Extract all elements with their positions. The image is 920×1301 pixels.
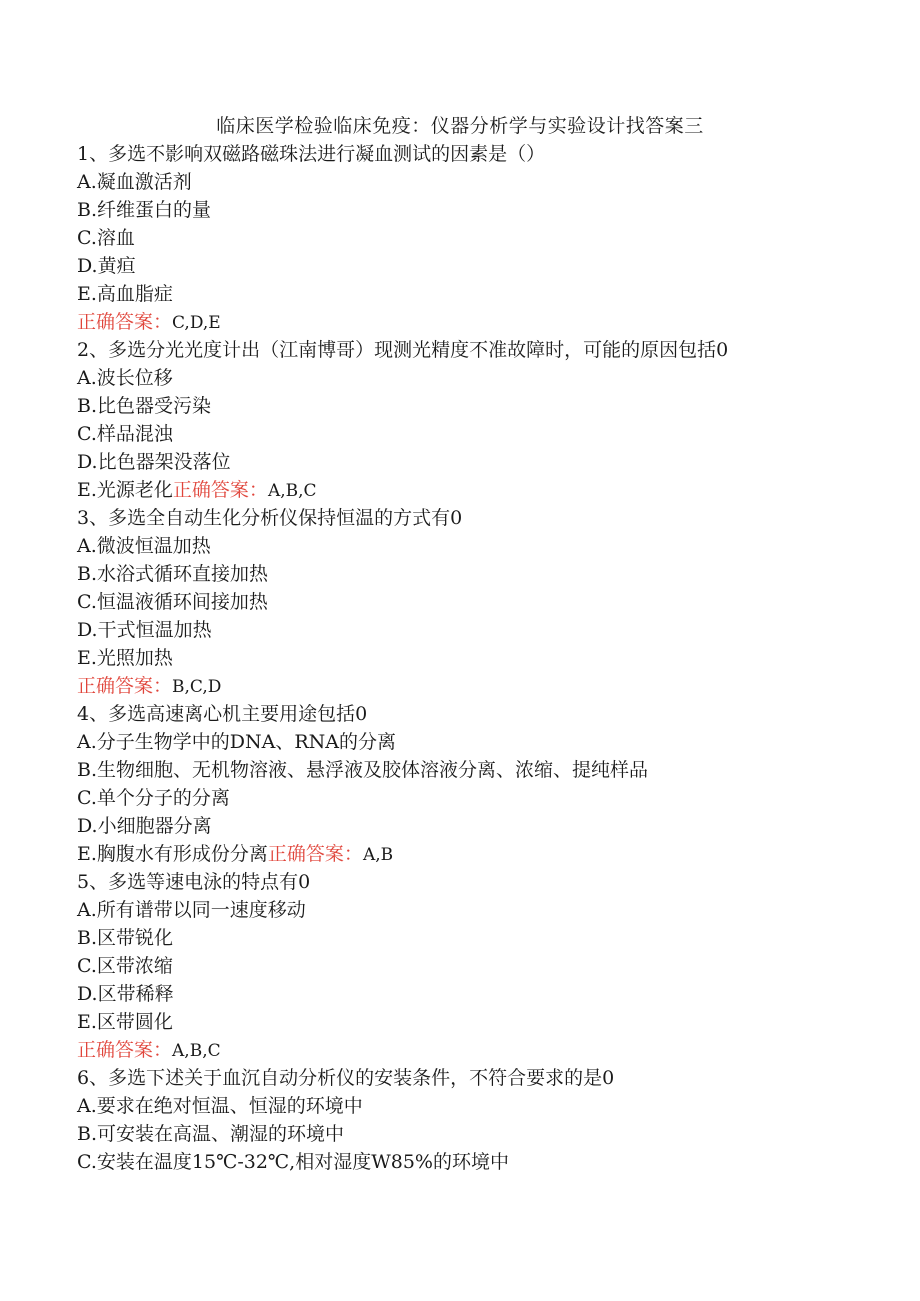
answer-label: 正确答案： bbox=[77, 1039, 173, 1061]
answer-line bbox=[77, 1036, 877, 1064]
answer-label: 正确答案： bbox=[77, 311, 173, 333]
question-stem: 3、多选全自动生化分析仪保持恒温的方式有0 bbox=[77, 507, 463, 529]
option-b: B.比色器受污染 bbox=[77, 395, 212, 417]
option-b: B.纤维蛋白的量 bbox=[77, 199, 212, 221]
option-e: E.区带圆化 bbox=[77, 1011, 173, 1033]
option-a: A.分子生物学中的DNA、RNA的分离 bbox=[77, 731, 396, 753]
answer-label: 正确答案： bbox=[267, 843, 363, 865]
option-c: C.单个分子的分离 bbox=[77, 787, 230, 809]
option-c: C.样品混浊 bbox=[77, 423, 173, 445]
option-d: D.比色器架没落位 bbox=[77, 451, 231, 473]
answer-value: B,C,D bbox=[172, 677, 222, 697]
option-c: C.恒温液循环间接加热 bbox=[77, 591, 268, 613]
option-d: D.小细胞器分离 bbox=[77, 815, 212, 837]
option-e: E.高血脂症 bbox=[77, 283, 173, 305]
answer-line bbox=[77, 308, 877, 336]
option-d: D.区带稀释 bbox=[77, 983, 174, 1005]
answer-line bbox=[77, 672, 877, 700]
answer-label: 正确答案： bbox=[77, 675, 173, 697]
option-e-with-answer bbox=[77, 476, 877, 504]
option-a: A.所有谱带以同一速度移动 bbox=[77, 899, 306, 921]
answer-value: A,B bbox=[362, 845, 394, 865]
question-stem: 6、多选下述关于血沉自动分析仪的安装条件，不符合要求的是0 bbox=[77, 1067, 615, 1089]
option-b: B.生物细胞、无机物溶液、悬浮液及胶体溶液分离、浓缩、提纯样品 bbox=[77, 759, 649, 781]
question-stem: 4、多选高速离心机主要用途包括0 bbox=[77, 703, 368, 725]
answer-value: A,B,C bbox=[267, 481, 317, 501]
option-a: A.波长位移 bbox=[77, 367, 173, 389]
option-c: C.区带浓缩 bbox=[77, 955, 173, 977]
option-b: B.可安装在高温、潮湿的环境中 bbox=[77, 1123, 345, 1145]
question-list bbox=[77, 140, 877, 1176]
option-e: E.光照加热 bbox=[77, 647, 173, 669]
option-a: A.凝血激活剂 bbox=[77, 171, 192, 193]
option-e-with-answer bbox=[77, 840, 877, 868]
question-stem: 1、多选不影响双磁路磁珠法进行凝血测试的因素是（） bbox=[77, 143, 546, 165]
answer-label: 正确答案： bbox=[172, 479, 268, 501]
option-e: E.光源老化 bbox=[77, 479, 173, 501]
option-a: A.要求在绝对恒温、恒湿的环境中 bbox=[77, 1095, 363, 1117]
option-a: A.微波恒温加热 bbox=[77, 535, 211, 557]
option-c: C.溶血 bbox=[77, 227, 135, 249]
option-d: D.黄疸 bbox=[77, 255, 136, 277]
option-c: C.安装在温度15℃-32℃,相对湿度W85%的环境中 bbox=[77, 1151, 509, 1173]
question-stem: 2、多选分光光度计出（江南博哥）现测光精度不准故障时，可能的原因包括0 bbox=[77, 339, 729, 361]
question-stem: 5、多选等速电泳的特点有0 bbox=[77, 871, 311, 893]
option-b: B.区带锐化 bbox=[77, 927, 174, 949]
document-title: 临床医学检验临床免疫：仪器分析学与实验设计找答案三 bbox=[216, 115, 704, 137]
option-d: D.干式恒温加热 bbox=[77, 619, 212, 641]
option-b: B.水浴式循环直接加热 bbox=[77, 563, 269, 585]
option-e: E.胸腹水有形成份分离 bbox=[77, 843, 268, 865]
answer-value: A,B,C bbox=[172, 1041, 221, 1061]
answer-value: C,D,E bbox=[172, 313, 221, 333]
